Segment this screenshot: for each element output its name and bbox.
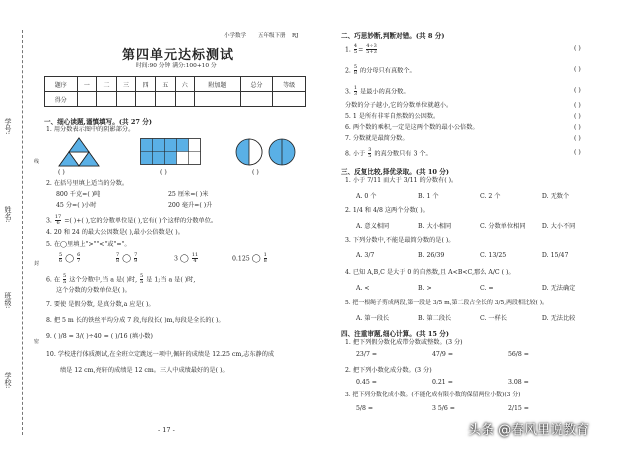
tf-item: 2. $\frac{5}{8}$ 的分母只有真数个。: [345, 64, 416, 77]
score-header: 等级: [273, 77, 306, 92]
score-cell[interactable]: [175, 92, 195, 107]
score-header: 总分: [240, 77, 273, 92]
score-header: 二: [97, 77, 117, 92]
option-a[interactable]: A. <: [356, 285, 370, 292]
tf-item: 分数的分子越小,它的分数单位就越小。: [345, 102, 453, 109]
q3-text: =( )+( ),它的分数单位是( ),它有( )个这样的分数单位。: [64, 217, 218, 225]
name-label: 姓名:: [4, 206, 12, 223]
calc-item: 2/15 =: [507, 405, 529, 412]
option-c[interactable]: C. 一样长: [479, 315, 507, 322]
score-header: 题序: [45, 77, 78, 92]
section-4-title: 四、注重审题,细心计算。(共 15 分): [341, 330, 450, 338]
q2-item: 45 分=( )小时: [56, 202, 97, 209]
question-9: 9. ( )/8 = 3/( )÷40 = ( )/16 (填小数): [46, 333, 153, 340]
mc-options: [356, 224, 582, 230]
tf-item: 6. 两个数的乘积,一定是这两个数的最小公倍数。: [345, 124, 479, 131]
q5-compare: 3 ◯ $\frac{11}{4}$: [174, 252, 199, 265]
option-c[interactable]: C. =: [479, 285, 494, 292]
header-subject: 小学数学: [224, 33, 247, 39]
school-label: 学校:: [4, 372, 12, 389]
header-edition: RJ: [292, 33, 299, 39]
score-cell[interactable]: [155, 92, 175, 107]
calc-items: [356, 406, 548, 412]
mc-options: [356, 253, 582, 259]
option-b[interactable]: B. >: [417, 285, 432, 292]
score-cell[interactable]: [273, 92, 306, 107]
tf-answer[interactable]: ( ): [574, 149, 581, 156]
tf-answer[interactable]: ( ): [574, 124, 581, 131]
mc-question: 4. 已知 A,B,C 是大于 0 的自然数,且 A<B<C,那么 A/C ( )。: [345, 269, 515, 276]
mc-question: 3. 下列分数中,不能是最简分数的是( )。: [345, 237, 455, 244]
q5-compare: $\frac{5}{6}$ ◯ $\frac{6}{7}$: [59, 252, 81, 265]
question-10: 10. 学校进行体质测试,在全班立定跳远一项中,佩轩的成绩是 12.25 cm,志东静的成: [46, 351, 275, 358]
calc-item: 56/8 =: [507, 351, 529, 358]
score-cell[interactable]: [240, 92, 273, 107]
mc-options: [356, 194, 582, 200]
binding-line: [22, 30, 23, 435]
score-header: 四: [136, 77, 156, 92]
class-label: 班级:: [4, 292, 12, 309]
q2-item: 25 厘米=( )米: [168, 191, 209, 198]
question-5: 5. 在◯里填上">""<"或"="。: [46, 241, 131, 248]
option-d[interactable]: D. 大小不同: [541, 223, 576, 230]
question-2: 2. 在括号里填上适当的分数。: [46, 180, 129, 187]
option-a[interactable]: A. 第一段长: [356, 315, 390, 322]
grid-figure: [140, 138, 204, 166]
header-grade: 五年级下册: [258, 33, 286, 39]
watermark-text: 头条 @春风里说教育: [468, 423, 590, 438]
calc-item: 3.08 =: [507, 379, 529, 386]
option-c[interactable]: C. 2 个: [479, 193, 501, 200]
calc-question: 1. 把下列假分数化成带分数或整数。(3 分): [345, 339, 463, 346]
calc-question: 3. 把下列分数化成小数。(不能化成有限小数的保留两位小数)(3 分): [345, 392, 521, 398]
tf-item: 7. 分数就是最简分数。: [345, 135, 409, 142]
option-b[interactable]: B. 大小相同: [417, 223, 452, 230]
score-header: 五: [155, 77, 175, 92]
question-3: [46, 215, 217, 227]
calc-item: 5/8 =: [356, 405, 374, 412]
question-6: 6. 在 $\frac{5}{a}$ 这个分数中,当 a 是( )时, $\frac{5}{a}$ 是 1;当 a 是( )时,: [46, 273, 196, 286]
section-1-title: 一、细心读题,谨慎填写。(共 27 分): [44, 118, 153, 126]
calc-item: 23/7 =: [356, 351, 378, 358]
exam-meta: 时间:90 分钟 满分:100+10 分: [136, 63, 217, 69]
page-number: - 17 -: [158, 426, 175, 434]
calc-items: [356, 352, 548, 358]
circle-blank-icon[interactable]: ◯: [179, 253, 189, 263]
question-6-line2: 这个分数的分数单位是( )。: [56, 287, 131, 294]
circle-blank-icon[interactable]: ◯: [65, 253, 75, 263]
score-cell[interactable]: [195, 92, 241, 107]
option-a[interactable]: A. 意义相同: [356, 223, 390, 230]
option-b[interactable]: B. 第二段长: [417, 315, 452, 322]
student-id-label: 学号:: [4, 118, 12, 135]
triangle-figure: [58, 137, 100, 167]
option-a[interactable]: A. 3/7: [356, 252, 375, 259]
tf-item: 8. 小于 $\frac{3}{5}$ 的真分数只有 3 个。: [345, 147, 432, 160]
fraction: $\frac{17}{6}$: [54, 214, 62, 227]
answer-blank[interactable]: ( ): [160, 169, 167, 176]
option-b[interactable]: B. 1 个: [417, 193, 439, 200]
question-4: 4. 20 和 24 的最大公因数是( ),最小公倍数是( )。: [46, 229, 184, 236]
score-cell[interactable]: [136, 92, 156, 107]
score-cell[interactable]: [77, 92, 97, 107]
option-c[interactable]: C. 13/25: [479, 252, 507, 259]
mc-options: [356, 286, 582, 292]
score-cell[interactable]: [116, 92, 136, 107]
mc-options: [356, 316, 582, 322]
question-7: 7. 要使 是假分数, 是真分数,a 应是( )。: [46, 301, 155, 308]
q5-compare: 0.125 ◯ $\frac{1}{8}$: [232, 252, 267, 265]
tf-item: 3. $\frac{1}{3}$ 是最小的真分数。: [345, 85, 410, 98]
tf-item: 5. 1 是所有非零自然数的公因数。: [345, 113, 440, 120]
seal-word: 封: [34, 261, 40, 267]
q3-number: 3.: [46, 217, 52, 225]
question-1: 1. 用分数表示图中的阴影部分。: [46, 126, 135, 133]
circle-blank-icon[interactable]: ◯: [122, 253, 132, 263]
calc-item: 3 5/6 =: [431, 405, 455, 412]
score-header: 一: [77, 77, 97, 92]
tf-answer[interactable]: ( ): [574, 45, 581, 52]
calc-question: 2. 把下列小数化成分数。(3 分): [345, 367, 432, 374]
score-row-label: 得分: [45, 92, 78, 107]
page-title: 第四单元达标测试: [122, 48, 235, 63]
seal-word: 线: [34, 159, 40, 165]
option-d[interactable]: D. 无法确定: [541, 285, 576, 292]
q5-compare: $\frac{7}{8}$ ◯ $\frac{7}{9}$: [116, 252, 138, 265]
tf-answer[interactable]: ( ): [574, 102, 581, 109]
circles-figure: [234, 137, 304, 167]
mc-question: 1. 小于 7/11 而大于 3/11 的分数有( )。: [345, 177, 458, 184]
answer-blank[interactable]: ( ): [252, 169, 259, 176]
score-header: 附加题: [195, 77, 241, 92]
mc-question: 2. 1/4 和 4/8 这两个分数( )。: [345, 207, 429, 214]
score-cell[interactable]: [97, 92, 117, 107]
tf-answer[interactable]: ( ): [574, 135, 581, 142]
calc-items: [356, 380, 548, 386]
question-8: 8. 把 5 m 长的铁丝平均分成 7 段,每段长( )m,每段是全长的( )。: [46, 317, 225, 324]
calc-item: 47/9 =: [431, 351, 454, 358]
score-table: [44, 76, 306, 107]
score-header: 三: [116, 77, 136, 92]
calc-item: 0.21 =: [431, 379, 453, 386]
tf-answer[interactable]: ( ): [574, 87, 581, 94]
section-2-title: 二、巧思妙断,判断对错。(共 8 分): [341, 32, 445, 40]
mc-question: 5. 把一根绳子剪成两段,第一段是 3/5 m,第二段占全长的 3/5,两段相比较( )。: [345, 300, 548, 306]
tf-answer[interactable]: ( ): [574, 113, 581, 120]
seal-word: 密: [34, 339, 40, 345]
answer-blank[interactable]: ( ): [58, 169, 65, 176]
tf-item: 1. $\frac{4}{5}$ = $\frac{4\div 3}{5+3}$: [345, 43, 377, 56]
tf-answer[interactable]: ( ): [574, 66, 581, 73]
q2-item: 800 千克=( )吨: [56, 191, 101, 198]
option-d[interactable]: D. 15/47: [541, 252, 569, 259]
option-c[interactable]: C. 分数单位相同: [479, 223, 526, 230]
option-b[interactable]: B. 26/39: [417, 252, 445, 259]
question-10-line2: 绩是 12 cm,亮轩的成绩是 12 cm。三人中成绩最好的是( )。: [60, 367, 229, 374]
score-header: 六: [175, 77, 195, 92]
calc-item: 0.45 =: [356, 379, 377, 386]
q2-item: 200 毫升=( )升: [168, 202, 213, 209]
option-d[interactable]: D. 无法比较: [541, 315, 576, 322]
option-d[interactable]: D. 无数个: [541, 193, 570, 200]
circle-blank-icon[interactable]: ◯: [251, 253, 261, 263]
option-a[interactable]: A. 0 个: [356, 193, 377, 200]
section-3-title: 三、反复比较,择优录取。(共 10 分): [341, 168, 450, 176]
